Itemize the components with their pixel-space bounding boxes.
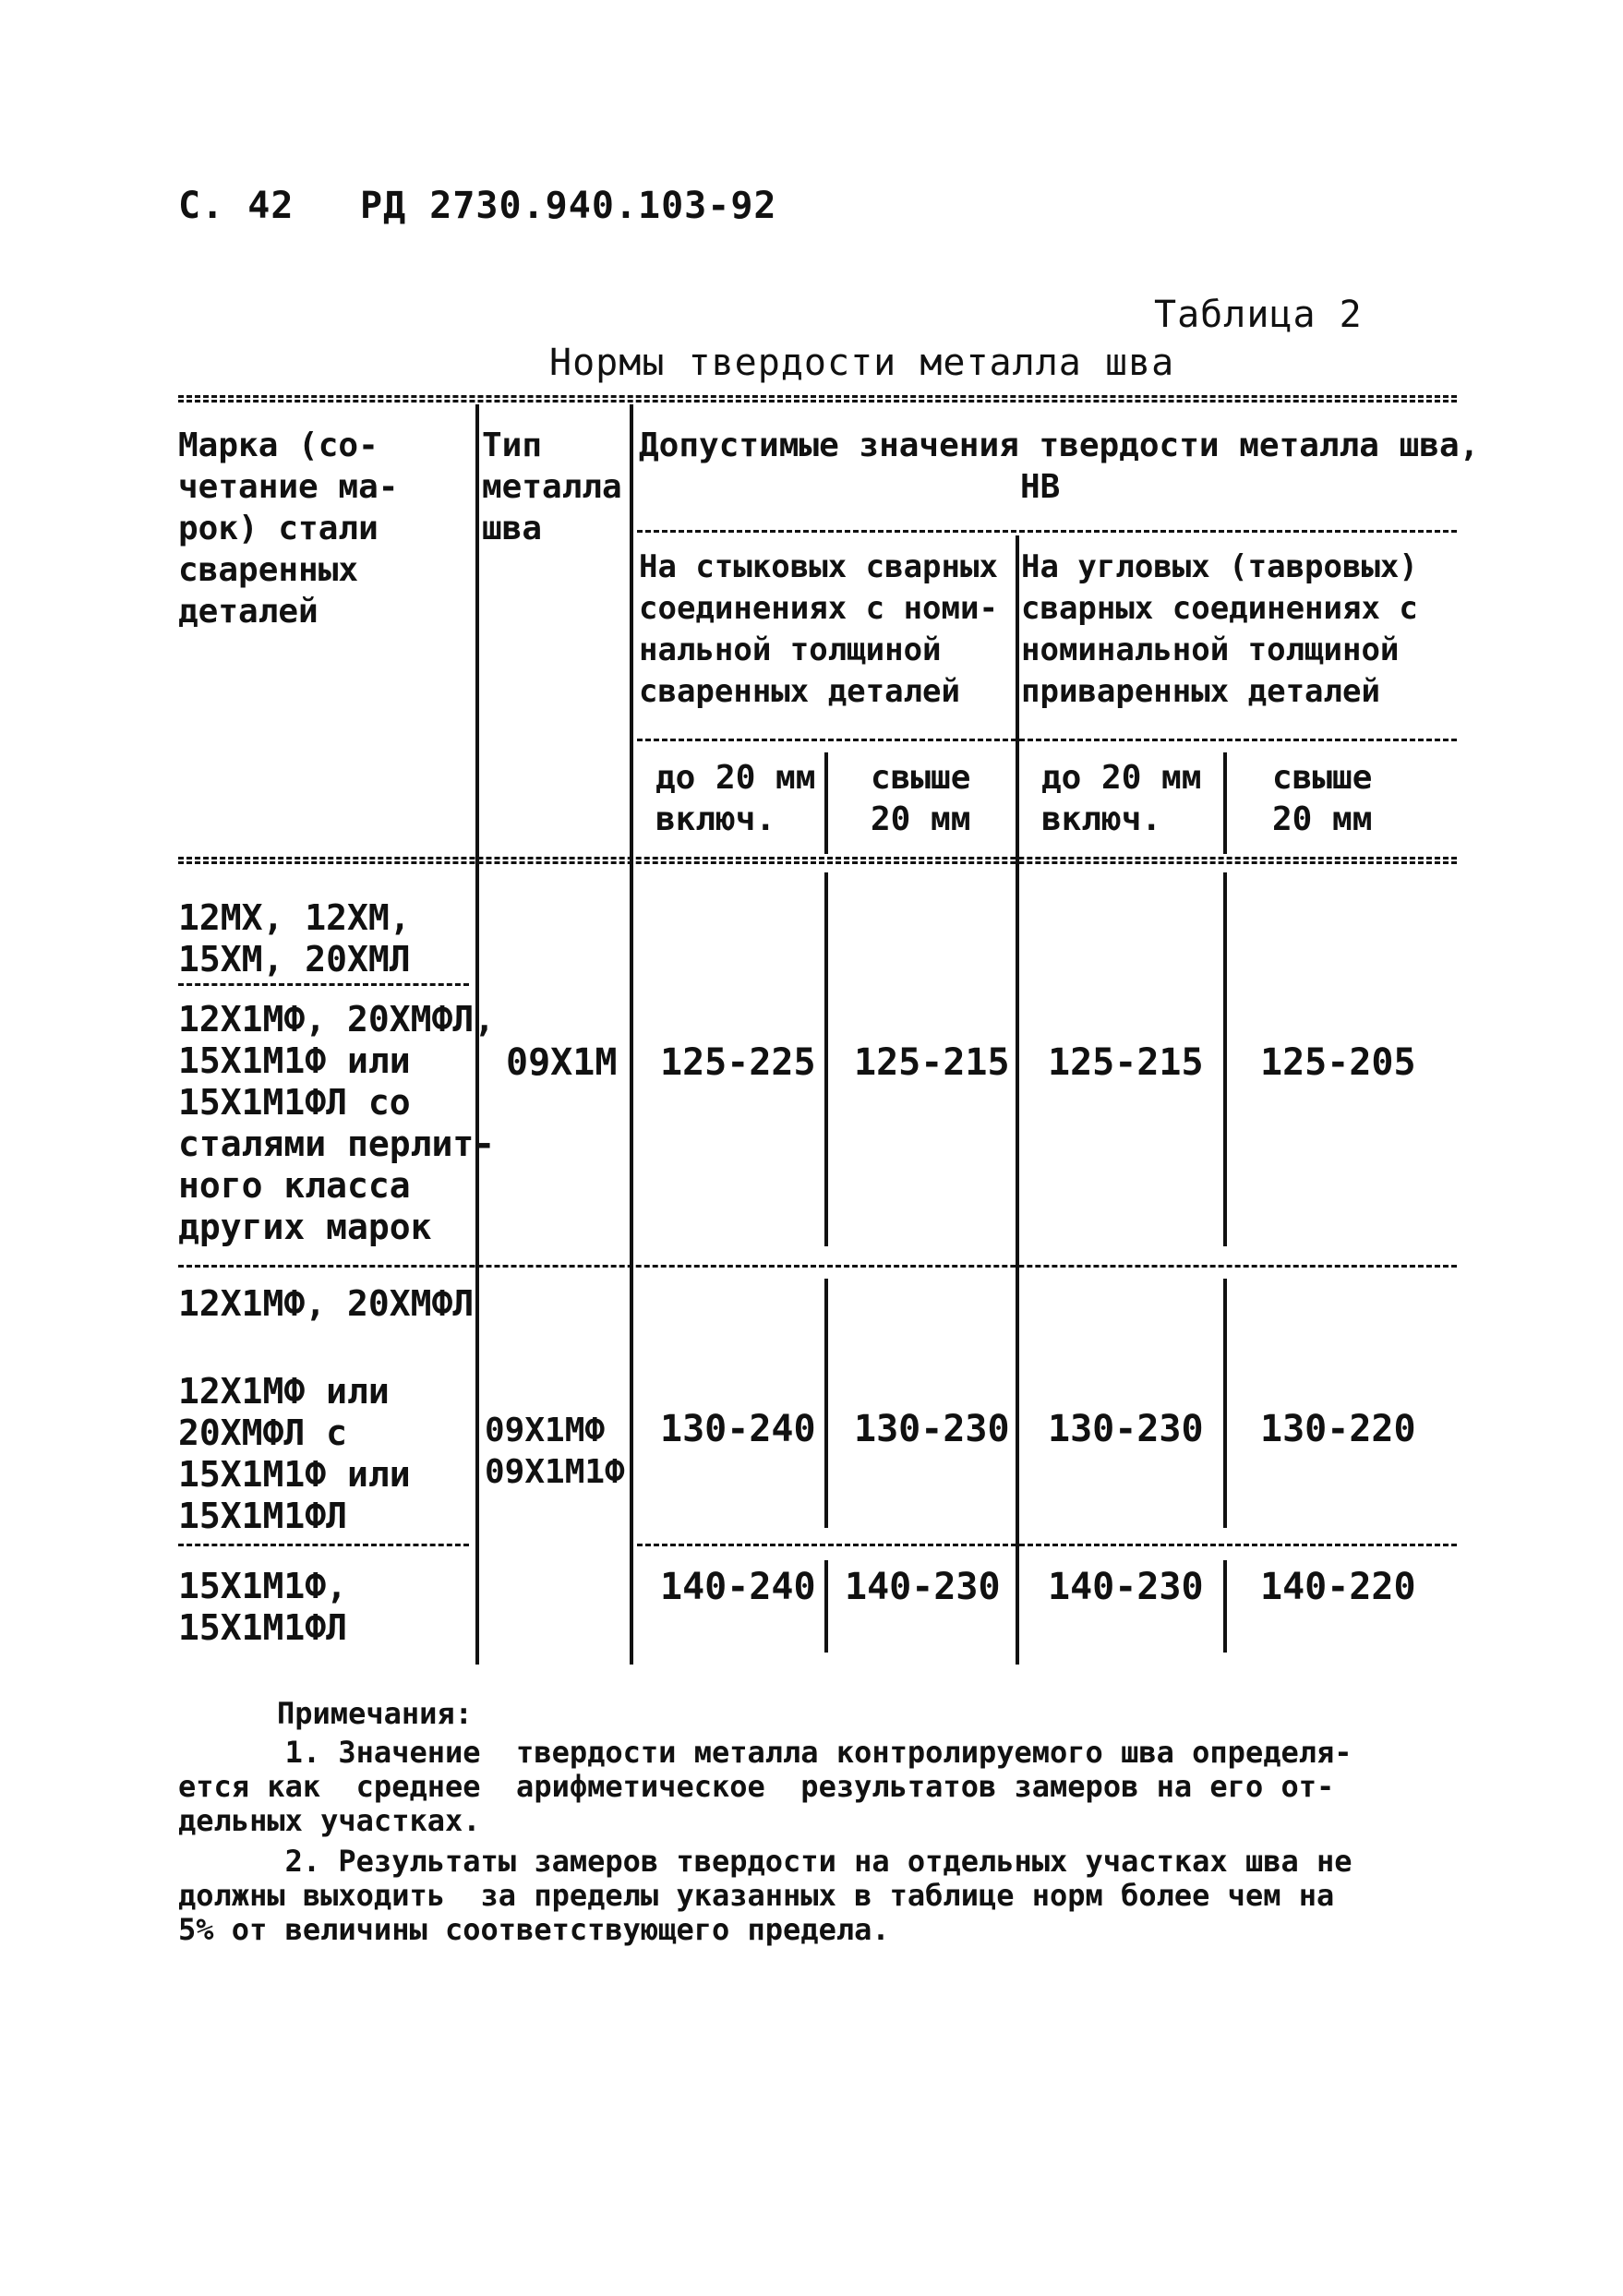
header-butt: На стыковых сварных соединениях с номи- нальной толщиной сваренных деталей: [639, 548, 998, 710]
header-butt-over20: свыше 20 мм: [871, 759, 971, 838]
header-butt-upto20: до 20 мм включ.: [655, 759, 816, 838]
col-line-4b: [824, 872, 828, 1246]
group-separator-2: [637, 1544, 1457, 1546]
group2-value-3: 130-230: [1048, 1408, 1204, 1450]
col-line-5d: [1223, 1560, 1227, 1653]
group2-value-4: 130-220: [1260, 1408, 1416, 1450]
group-separator-1: [178, 1265, 1457, 1268]
col-line-4c: [824, 1279, 828, 1528]
grade-separator-2: [178, 1544, 469, 1546]
col-line-5b: [1223, 872, 1227, 1246]
table-label: Таблица 2: [1154, 294, 1363, 336]
group3-value-3: 140-230: [1048, 1566, 1204, 1608]
group3-value-1: 140-240: [660, 1566, 816, 1608]
header-rule-2: [637, 739, 1457, 741]
grade-separator-1: [178, 983, 469, 986]
group3-value-2: 140-230: [845, 1566, 1001, 1608]
header-fillet-over20: свыше 20 мм: [1272, 759, 1373, 838]
header-rule-1: [637, 530, 1457, 533]
group1-value-4: 125-205: [1260, 1041, 1416, 1084]
group1-value-3: 125-215: [1048, 1041, 1204, 1084]
note-1: 1. Значение твердости металла контролируемого шва определя- ется как среднее арифметическое результатов замеров на его от- дельных участках.: [178, 1735, 1352, 1838]
group2-value-2: 130-230: [854, 1408, 1010, 1450]
notes-heading: Примечания:: [277, 1696, 473, 1731]
group3-value-4: 140-220: [1260, 1566, 1416, 1608]
group1-type: 09Х1М: [506, 1041, 618, 1084]
col-line-4d: [824, 1560, 828, 1653]
header-allowed: Допустимые значения твердости металла шва,: [639, 427, 1480, 464]
group1-grade-2: 12Х1МФ, 20ХМФЛ, 15Х1М1Ф или 15Х1М1ФЛ со сталями перлит- ного класса других марок: [178, 999, 496, 1247]
header-grade: Марка (со- четание ма- рок) стали сваренных деталей: [178, 427, 399, 631]
col-line-5a: [1223, 752, 1227, 854]
group2-grade-1: 12Х1МФ, 20ХМФЛ: [178, 1283, 475, 1324]
group1-value-2: 125-215: [854, 1041, 1010, 1084]
header-bottom-rule: [178, 857, 1457, 864]
group1-grade-1: 12МХ, 12ХМ, 15ХМ, 20ХМЛ: [178, 897, 411, 980]
header-type: Тип металла шва: [482, 427, 622, 547]
col-line-5c: [1223, 1279, 1227, 1528]
group2-grade-2: 12Х1МФ или 20ХМФЛ с 15Х1М1Ф или 15Х1М1ФЛ: [178, 1371, 411, 1536]
col-line-2: [630, 404, 633, 1665]
header-unit: НВ: [1020, 468, 1061, 506]
table-top-rule: [178, 395, 1457, 403]
header-fillet-upto20: до 20 мм включ.: [1041, 759, 1202, 838]
group2-type: 09Х1МФ 09Х1М1Ф: [485, 1412, 625, 1491]
document-code: РД 2730.940.103-92: [360, 185, 777, 227]
header-fillet: На угловых (тавровых) сварных соединениях с номинальной толщиной приваренных деталей: [1021, 548, 1418, 710]
note-2: 2. Результаты замеров твердости на отдельных участках шва не должны выходить за пределы указанных в таблице норм более чем на 5% от величины соответствующего предела.: [178, 1844, 1352, 1947]
group2-value-1: 130-240: [660, 1408, 816, 1450]
group1-value-1: 125-225: [660, 1041, 816, 1084]
table-title: Нормы твердости металла шва: [549, 342, 1175, 384]
col-line-4a: [824, 752, 828, 854]
page-number: С. 42: [178, 185, 295, 227]
group3-grade-1: 15Х1М1Ф, 15Х1М1ФЛ: [178, 1566, 348, 1648]
col-line-3: [1016, 535, 1019, 1665]
